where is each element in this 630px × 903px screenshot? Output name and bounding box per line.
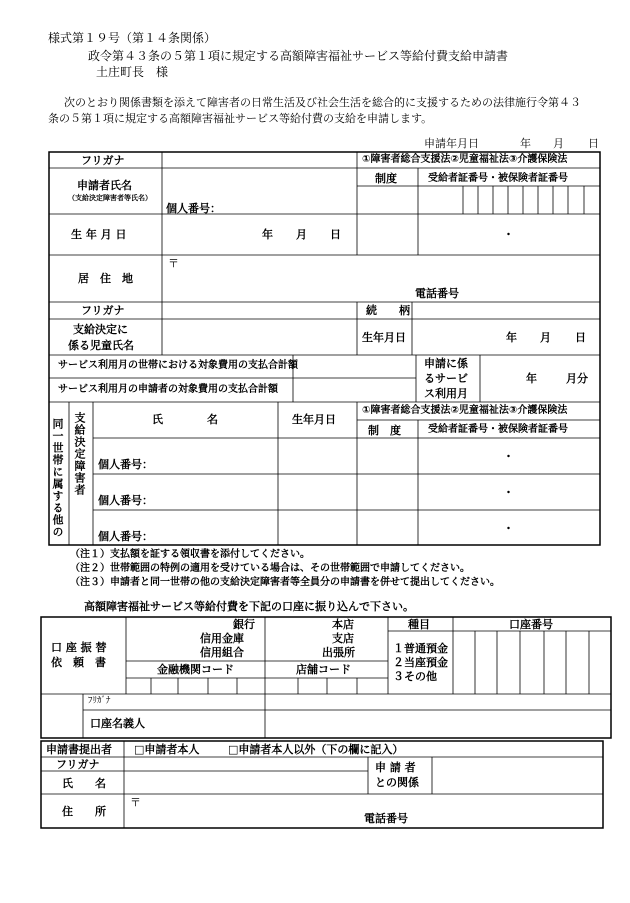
holder-furigana-field[interactable]: [266, 695, 610, 709]
cert-column-header: 受給者証番号・被保険者証番号: [428, 424, 568, 435]
branch-type-honten: 本店: [332, 618, 354, 631]
member3-name-field[interactable]: [94, 511, 277, 544]
cert-number-label: 受給者証番号・被保険者証番号: [428, 173, 568, 184]
furigana-label: フリガナ: [81, 154, 125, 167]
phone-label: 電話番号: [415, 287, 459, 300]
separator-dot: ・: [503, 228, 514, 241]
account-type-label: 種目: [408, 618, 430, 631]
member2-dot: ・: [503, 486, 514, 499]
form-number: 様式第１９号（第１４条関係）: [48, 31, 217, 45]
submitter-relation-field[interactable]: [433, 758, 602, 793]
birth-day-unit: 日: [330, 228, 341, 241]
account-number-label: 口座番号: [509, 618, 553, 631]
child-birth-day: 日: [575, 331, 586, 344]
submitter-option-self[interactable]: □申請者本人: [134, 743, 200, 756]
application-date-day: 日: [588, 137, 599, 150]
applicant-total-field[interactable]: [294, 379, 415, 401]
member1-dot: ・: [503, 450, 514, 463]
service-year-unit: 年: [526, 372, 537, 385]
bank-request-label-1: 口 座 振 替: [51, 641, 107, 654]
intro-line-2: 条の５第１項に規定する高額障害福祉サービス等給付費の支給を申請します。: [48, 112, 433, 125]
relation-label: 続 柄: [366, 304, 410, 317]
address-label: 居 住 地: [78, 272, 133, 285]
member1-name-field[interactable]: [94, 439, 277, 473]
account-type-option-3[interactable]: ３その他: [393, 670, 437, 683]
application-date-month: 月: [553, 137, 564, 150]
account-type-option-2[interactable]: ２当座預金: [393, 656, 448, 669]
child-name-label-2: 係る児童氏名: [68, 339, 134, 352]
service-month-label-3: ス利用月: [424, 387, 468, 400]
law-types: ①障害者総合支援法②児童福祉法③介護保険法: [362, 154, 568, 165]
application-date-label: 申請年月日: [424, 137, 479, 150]
account-number-field[interactable]: [454, 632, 610, 693]
beneficiary-label: 支給決定障害者: [73, 412, 86, 496]
law-types-2: ①障害者総合支援法②児童福祉法③介護保険法: [362, 405, 568, 416]
applicant-name-field[interactable]: [163, 169, 356, 199]
addressee: 土庄町長 様: [96, 65, 169, 79]
seido-column-header: 制 度: [368, 424, 401, 437]
submitter-label: 申請書提出者: [46, 743, 112, 756]
member2-my-number: 個人番号：: [98, 494, 153, 507]
submitter-name-label: 氏 名: [62, 777, 106, 790]
service-month-label-2: るサービ: [424, 372, 468, 385]
note-1: （注１）支払額を証する領収書を添付してください。: [70, 549, 310, 560]
branch-type-shucchojo: 出張所: [322, 646, 355, 659]
my-number-label: 個人番号：: [166, 202, 221, 215]
applicant-total-label: サービス利用月の申請者の対象費用の支払合計額: [58, 384, 278, 395]
submitter-phone-label: 電話番号: [364, 812, 408, 825]
child-birth-month: 月: [540, 331, 551, 344]
child-birth-year: 年: [506, 331, 517, 344]
service-month-label-1: 申請に係: [424, 357, 468, 370]
submitter-relation-label-2: との関係: [375, 776, 419, 789]
bank-request-label-2: 依 頼 書: [51, 656, 106, 669]
name-column-header: 氏 名: [152, 413, 218, 426]
member3-dot: ・: [503, 522, 514, 535]
child-birth-label: 生年月日: [362, 331, 406, 344]
address-field[interactable]: [163, 256, 599, 301]
birth-month-unit: 月: [296, 228, 307, 241]
birth-year-unit: 年: [262, 228, 273, 241]
submitter-address-label: 住 所: [62, 805, 106, 818]
note-2: （注２）世帯範囲の特例の適用を受けている場合は、その世帯範囲で申請してください。: [70, 563, 470, 574]
submitter-postal-mark: 〒: [130, 796, 141, 809]
birth-date-label: 生 年 月 日: [71, 228, 127, 241]
household-total-field[interactable]: [294, 356, 415, 377]
bank-type-kumiai: 信用組合: [200, 646, 244, 659]
postal-mark: 〒: [168, 257, 179, 270]
branch-code-label: 店舗コード: [296, 663, 351, 676]
intro-line-1: 次のとおり関係書類を添えて障害者の日常生活及び社会生活を総合的に支援するための法律施行令第４３: [64, 96, 581, 109]
household-total-label: サービス利用月の世帯における対象費用の支払合計額: [58, 360, 298, 371]
member3-my-number: 個人番号：: [98, 530, 153, 543]
branch-type-shiten: 支店: [332, 632, 354, 645]
applicant-name-label: 申請者氏名: [77, 179, 132, 192]
branch-name-field[interactable]: [266, 618, 328, 660]
applicant-name-note: （支給決定障害者等氏名）: [68, 194, 152, 202]
submitter-furigana-field[interactable]: [125, 758, 367, 770]
bank-heading: 高額障害福祉サービス等給付費を下記の口座に振り込んで下さい。: [84, 600, 414, 613]
cert-number-field[interactable]: [419, 187, 599, 213]
holder-furigana-label: ﾌﾘｶﾞﾅ: [88, 696, 111, 706]
service-month-unit: 月分: [566, 372, 588, 385]
furigana-child-label: フリガナ: [81, 304, 125, 317]
furigana-field[interactable]: [163, 153, 356, 167]
submitter-relation-label-1: 申 請 者: [375, 761, 416, 774]
account-holder-label: 口座名義人: [90, 717, 145, 730]
child-name-field[interactable]: [163, 320, 356, 354]
bank-type-bank: 銀行: [233, 618, 255, 631]
birth-column-header: 生年月日: [292, 413, 336, 426]
seido-label: 制度: [375, 172, 397, 185]
submitter-furigana-label: フリガナ: [56, 758, 100, 771]
member2-name-field[interactable]: [94, 475, 277, 509]
account-type-option-1[interactable]: １普通預金: [393, 642, 448, 655]
child-name-label-1: 支給決定に: [73, 323, 128, 336]
submitter-option-other[interactable]: □申請者本人以外（下の欄に記入）: [228, 743, 404, 756]
institution-code-label: 金融機関コード: [157, 663, 234, 676]
application-date-year: 年: [520, 137, 531, 150]
form-title: 政令第４３条の５第１項に規定する高額障害福祉サービス等給付費支給申請書: [88, 49, 509, 63]
bank-type-shinkin: 信用金庫: [200, 632, 244, 645]
submitter-name-field[interactable]: [125, 772, 367, 793]
account-holder-field[interactable]: [266, 711, 610, 737]
bank-name-field[interactable]: [127, 618, 197, 660]
note-3: （注３）申請者と同一世帯の他の支給決定障害者等全員分の申請書を併せて提出してください。: [70, 577, 500, 588]
household-members-label: 同一世帯に属する他の: [51, 418, 64, 538]
seido-field[interactable]: [358, 187, 417, 213]
member1-my-number: 個人番号：: [98, 458, 153, 471]
